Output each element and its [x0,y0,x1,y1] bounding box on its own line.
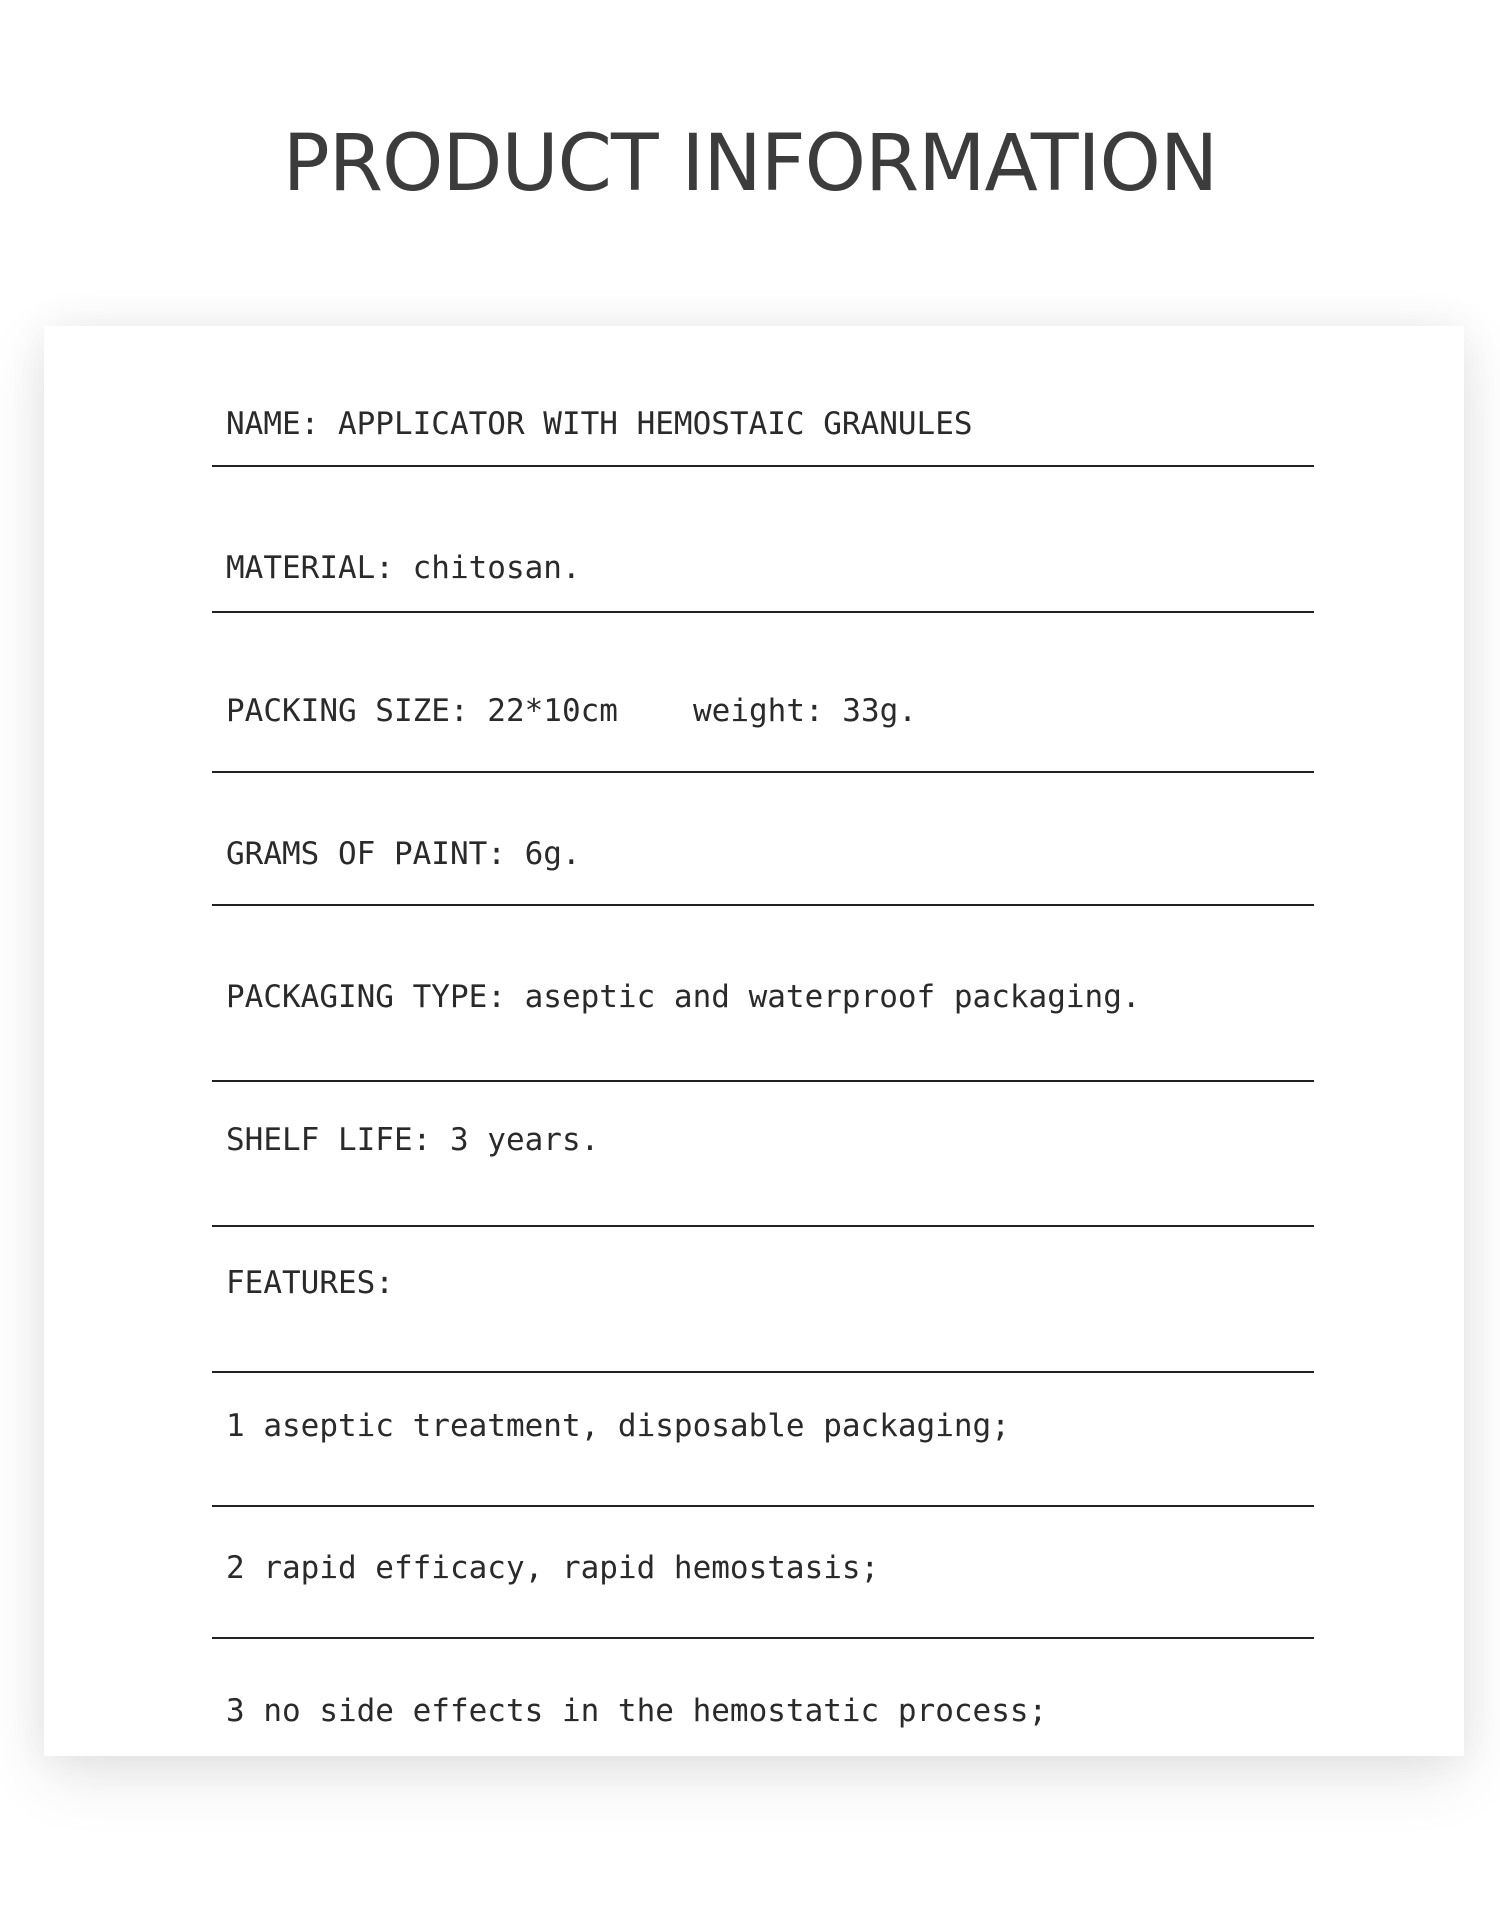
divider [212,1371,1314,1373]
divider [212,1080,1314,1082]
feature-item: 3 no side effects in the hemostatic process; [226,1693,1048,1729]
weight-value: weight: 33g. [693,693,917,729]
packing-size-row: PACKING SIZE: 22*10cm [226,693,618,729]
divider [212,465,1314,467]
grams-of-paint-row: GRAMS OF PAINT: 6g. [226,836,581,872]
divider [212,1637,1314,1639]
feature-item: 2 rapid efficacy, rapid hemostasis; [226,1550,880,1586]
divider [212,1505,1314,1507]
features-label: FEATURES: [226,1265,394,1301]
name-row: NAME: APPLICATOR WITH HEMOSTAIC GRANULES [226,406,973,442]
divider [212,771,1314,773]
product-info-card [44,326,1464,1756]
divider [212,904,1314,906]
divider [212,1225,1314,1227]
material-row: MATERIAL: chitosan. [226,550,581,586]
page-title: PRODUCT INFORMATION [282,119,1218,209]
shelf-life-row: SHELF LIFE: 3 years. [226,1122,600,1158]
divider [212,611,1314,613]
packaging-type-row: PACKAGING TYPE: aseptic and waterproof packaging. [226,979,1141,1015]
feature-item: 1 aseptic treatment, disposable packaging; [226,1408,1010,1444]
